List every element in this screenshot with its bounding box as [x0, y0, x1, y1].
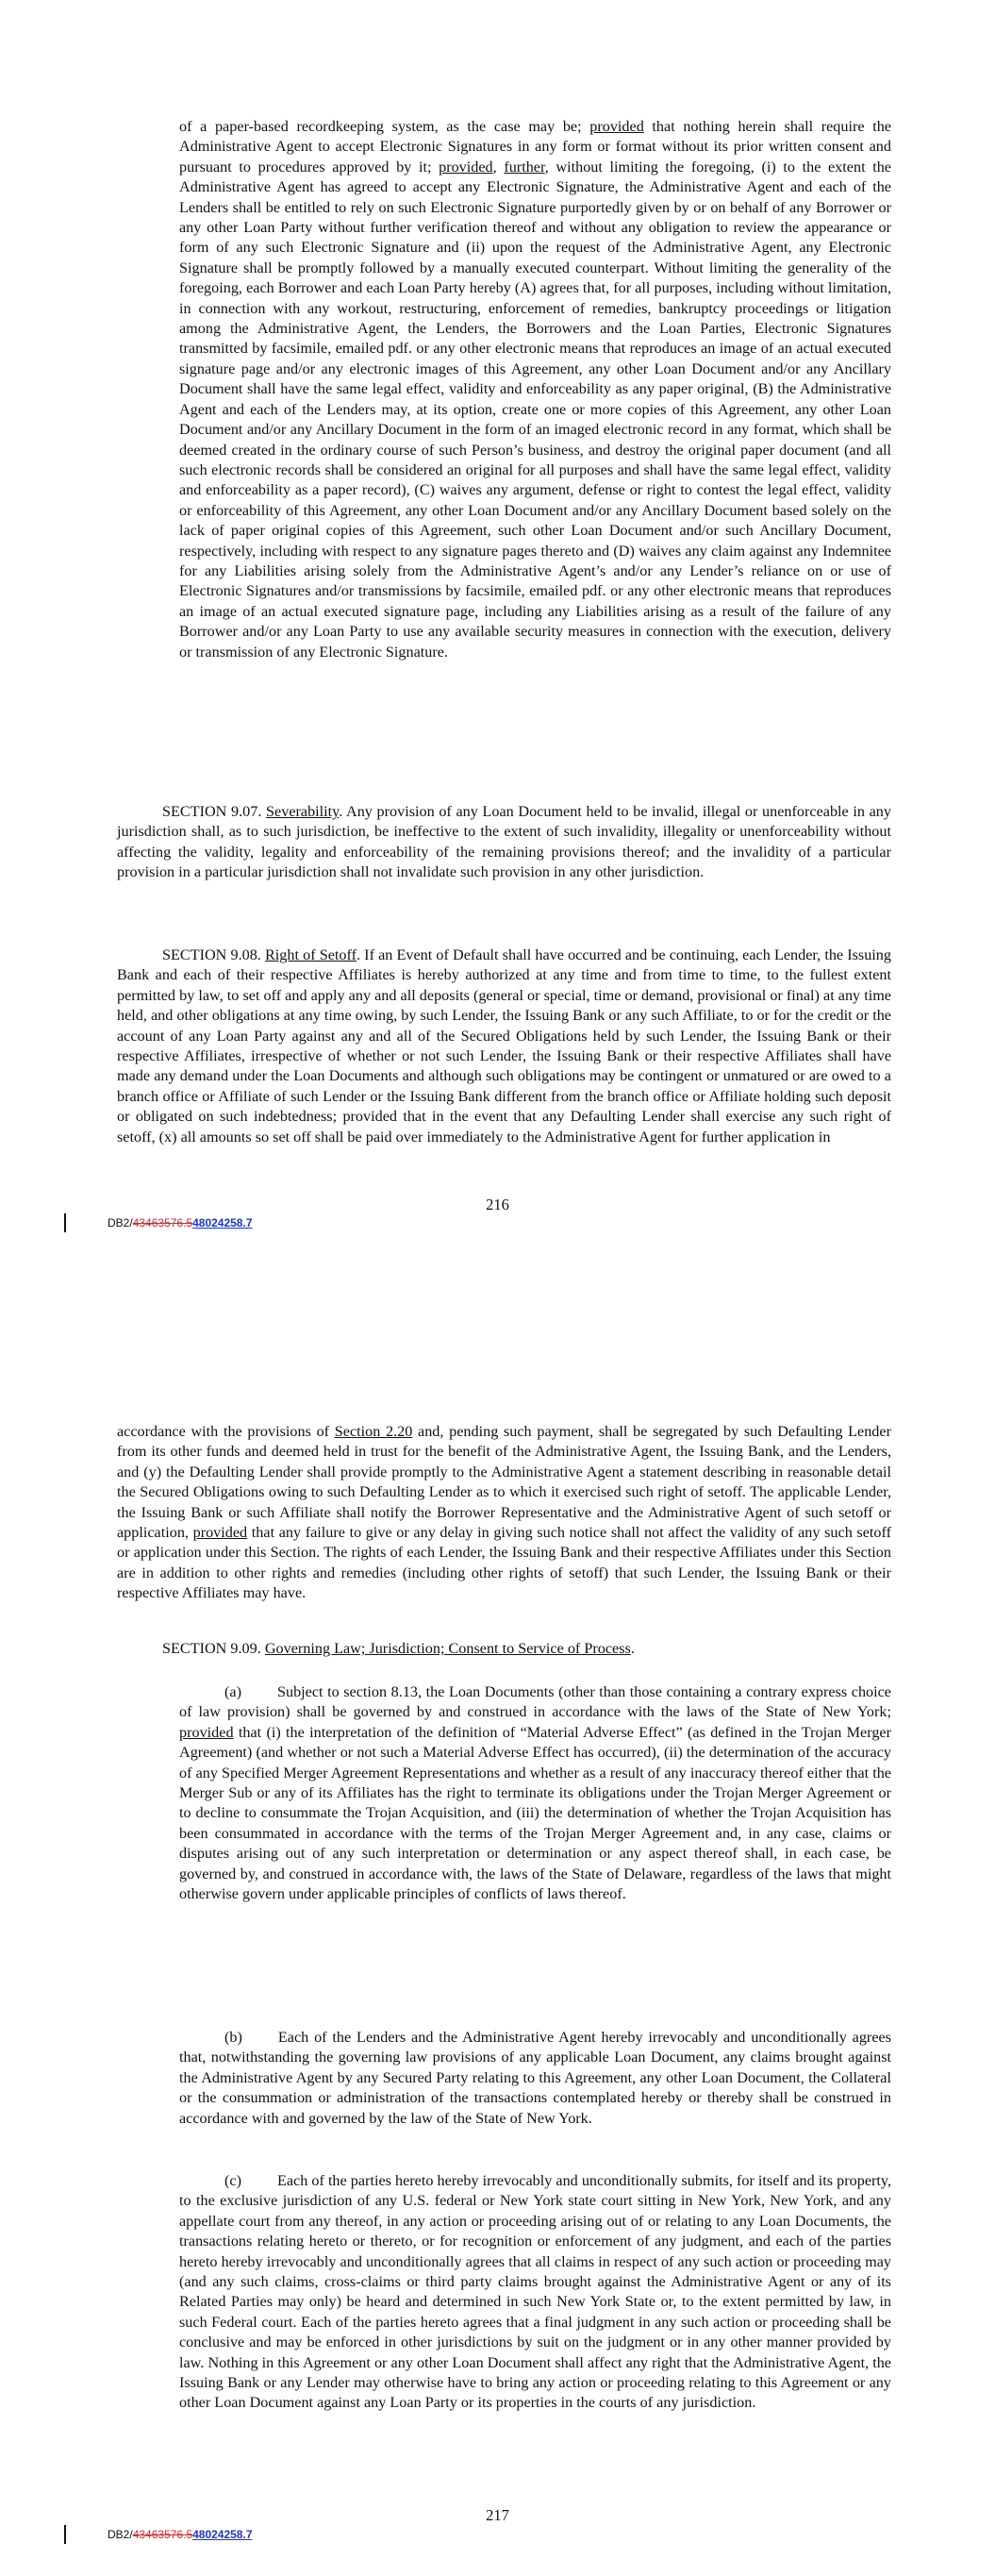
document-footer	[64, 1213, 253, 1232]
section-title: Governing Law; Jurisdiction; Consent to Service of Process	[264, 1640, 631, 1657]
deleted-doc-number: 43463576.5	[132, 1216, 193, 1229]
clause-label: (b)	[224, 2029, 242, 2046]
section-9-07-severability: SECTION 9.07. Severability. Any provision of any Loan Document held to be invalid, illegal or unenforceable in any jurisdiction shall, as to such jurisdiction, be ineffective to the extent of such invalidity, illegality or unenforceability without affecting the validity, legality and enforceability of the remaining provisions thereof; and the invalidity of a particular provision in a particular jurisdiction shall not invalidate such provision in any other jurisdiction.	[117, 803, 891, 881]
section-9-08-right-of-setoff: SECTION 9.08. Right of Setoff. If an Event of Default shall have occurred and be continuing, each Lender, the Issuing Bank and each of their respective Affiliates is hereby authorized at any time and from time to time, to the fullest extent permitted by law, to set off and apply any and all deposits (general or special, time or demand, provisional or final) at any time held, and other obligations at any time owing, by such Lender, the Issuing Bank or any such Affiliate, to or for the credit or the account of any Loan Party against any and all of the Secured Obligations held by such Lender, the Issuing Bank or their respective Affiliates, irrespective of whether or not such Lender, the Issuing Bank or their respective Affiliates shall have made any demand under the Loan Documents and although such obligations may be contingent or unmatured or are owed to a branch office or Affiliate of such Lender or the Issuing Bank different from the branch office or Affiliate holding such deposit or obligated on such indebtedness; provided that in the event that any Defaulting Lender shall exercise any such right of setoff, (x) all amounts so set off shall be paid over immediately to the Administrative Agent for further application in	[117, 946, 891, 1146]
change-bar	[64, 1213, 66, 1232]
section-9-09-heading: SECTION 9.09. Governing Law; Jurisdiction; Consent to Service of Process.	[162, 1640, 635, 1657]
page-217	[0, 1288, 995, 2576]
document-footer	[64, 2525, 253, 2544]
inserted-doc-number: 48024258.7	[192, 2528, 253, 2541]
page-number: 217	[486, 2506, 509, 2524]
section-title: Severability	[266, 803, 340, 820]
page-number: 216	[486, 1196, 509, 1213]
electronic-signature-continuation: of a paper-based recordkeeping system, as the case may be; provided that nothing herein shall require the Administrative Agent to accept Electronic Signatures in any form or format without its prior written consent and pursuant to procedures approved by it; provided, further, without limiting the foregoing, (i) to the extent the Administrative Agent has agreed to accept any Electronic Signature, the Administrative Agent and each of the Lenders shall be entitled to rely on such Electronic Signature purportedly given by or on behalf of any Borrower or any other Loan Party without further verification thereof and without any obligation to review the appearance or form of any such Electronic Signature and (ii) upon the request of the Administrative Agent, any Electronic Signature shall be promptly followed by a manually executed counterpart. Without limiting the generality of the foregoing, each Borrower and each Loan Party hereby (A) agrees that, for all purposes, including without limitation, in connection with any workout, restructuring, enforcement of remedies, bankruptcy proceedings or litigation among the Administrative Agent, the Lenders, the Borrowers and the Loan Parties, Electronic Signatures transmitted by facsimile, emailed pdf. or any other electronic means that reproduces an image of an actual executed signature page and/or any electronic images of this Agreement, any other Loan Document and/or any Ancillary Document shall have the same legal effect, validity and enforceability as any paper original, (B) the Administrative Agent and each of the Lenders may, at its option, create one or more copies of this Agreement, any other Loan Document and/or any Ancillary Document in the form of an imaged electronic record in any format, which shall be deemed created in the ordinary course of such Person’s business, and destroy the original paper document (and all such electronic records shall be considered an original for all purposes and shall have the same legal effect, validity and enforceability as a paper record), (C) waives any argument, defense or right to contest the legal effect, validity or enforceability of this Agreement, any other Loan Document and/or any Ancillary Document based solely on the lack of paper original copies of this Agreement, such other Loan Document and/or such Ancillary Document, respectively, including with respect to any signature pages thereto and (D) waives any claim against any Indemnitee for any Liabilities arising solely from the Administrative Agent’s and/or any Lender’s reliance on or use of Electronic Signatures and/or transmissions by facsimile, emailed pdf. or any other electronic means that reproduces an image of an actual executed signature page, including any Liabilities arising as a result of the failure of any Borrower and/or any Loan Party to use any available security measures in connection with the execution, delivery or transmission of any Electronic Signature.	[179, 118, 891, 661]
footer-prefix: DB2/	[108, 2528, 133, 2541]
change-bar	[64, 2525, 66, 2544]
footer-prefix: DB2/	[108, 1216, 133, 1229]
clause-label: (c)	[224, 2172, 241, 2189]
section-title: Right of Setoff	[265, 946, 357, 963]
inserted-doc-number: 48024258.7	[192, 1216, 253, 1229]
setoff-continuation: accordance with the provisions of Section 2.20 and, pending such payment, shall be segregated by such Defaulting Lender from its other funds and deemed held in trust for the benefit of the Administrative Agent, the Issuing Bank, and the Lenders, and (y) the Defaulting Lender shall provide promptly to the Administrative Agent a statement describing in reasonable detail the Secured Obligations owing to such Defaulting Lender as to which it exercised such right of setoff. The applicable Lender, the Issuing Bank or such Affiliate shall notify the Borrower Representative and the Administrative Agent of such setoff or application, provided that any failure to give or any delay in giving such notice shall not affect the validity of any such setoff or application under this Section. The rights of each Lender, the Issuing Bank and their respective Affiliates under this Section are in addition to other rights and remedies (including other rights of setoff) that such Lender, the Issuing Bank or their respective Affiliates may have.	[117, 1423, 891, 1602]
clause-label: (a)	[224, 1683, 241, 1700]
deleted-doc-number: 43463576.5	[132, 2528, 193, 2541]
clause-a: (a) Subject to section 8.13, the Loan Documents (other than those containing a contrary express choice of law provision) shall be governed by and construed in accordance with the laws of the State of New York; provided that (i) the interpretation of the definition of “Material Adverse Effect” (as defined in the Trojan Merger Agreement) (and whether or not such a Material Adverse Effect has occurred), (ii) the determination of the accuracy of any Specified Merger Agreement Representations and whether as a result of any inaccuracy thereof either that the Merger Sub or any of its Affiliates has the right to terminate its obligations under the Trojan Merger Agreement or to decline to consummate the Trojan Acquisition, and (iii) the determination of whether the Trojan Acquisition has been consummated in accordance with the terms of the Trojan Merger Agreement and, in any case, claims or disputes arising out of any such interpretation or determination or any aspect thereof shall, in each case, be governed by, and construed in accordance with, the laws of the State of Delaware, regardless of the laws that might otherwise govern under applicable principles of conflicts of laws thereof.	[179, 1683, 891, 1903]
section-reference: Section 2.20	[334, 1423, 413, 1440]
clause-c: (c) Each of the parties hereto hereby irrevocably and unconditionally submits, for itself and its property, to the exclusive jurisdiction of any U.S. federal or New York state court sitting in New York, New York, and any appellate court from any thereof, in any action or proceeding arising out of or relating to any Loan Documents, the transactions relating hereto or thereto, or for recognition or enforcement of any judgment, and each of the parties hereto hereby irrevocably and unconditionally agrees that all claims in respect of any such action or proceeding may (and any such claims, cross-claims or third party claims brought against the Administrative Agent or any of its Related Parties may only) be heard and determined in such New York State or, to the extent permitted by law, in such Federal court. Each of the parties hereto agrees that a final judgment in any such action or proceeding shall be conclusive and may be enforced in other jurisdictions by suit on the judgment or in any other manner provided by law. Nothing in this Agreement or any other Loan Document shall affect any right that the Administrative Agent, the Issuing Bank or any Lender may otherwise have to bring any action or proceeding relating to this Agreement or any other Loan Document against any Loan Party or its properties in the courts of any jurisdiction.	[179, 2172, 891, 2412]
clause-b: (b) Each of the Lenders and the Administrative Agent hereby irrevocably and unconditionally agrees that, notwithstanding the governing law provisions of any applicable Loan Document, any claims brought against the Administrative Agent by any Secured Party relating to this Agreement, any other Loan Document, the Collateral or the consummation or administration of the transactions contemplated hereby or thereby shall be construed in accordance with and governed by the law of the State of New York.	[179, 2029, 891, 2127]
